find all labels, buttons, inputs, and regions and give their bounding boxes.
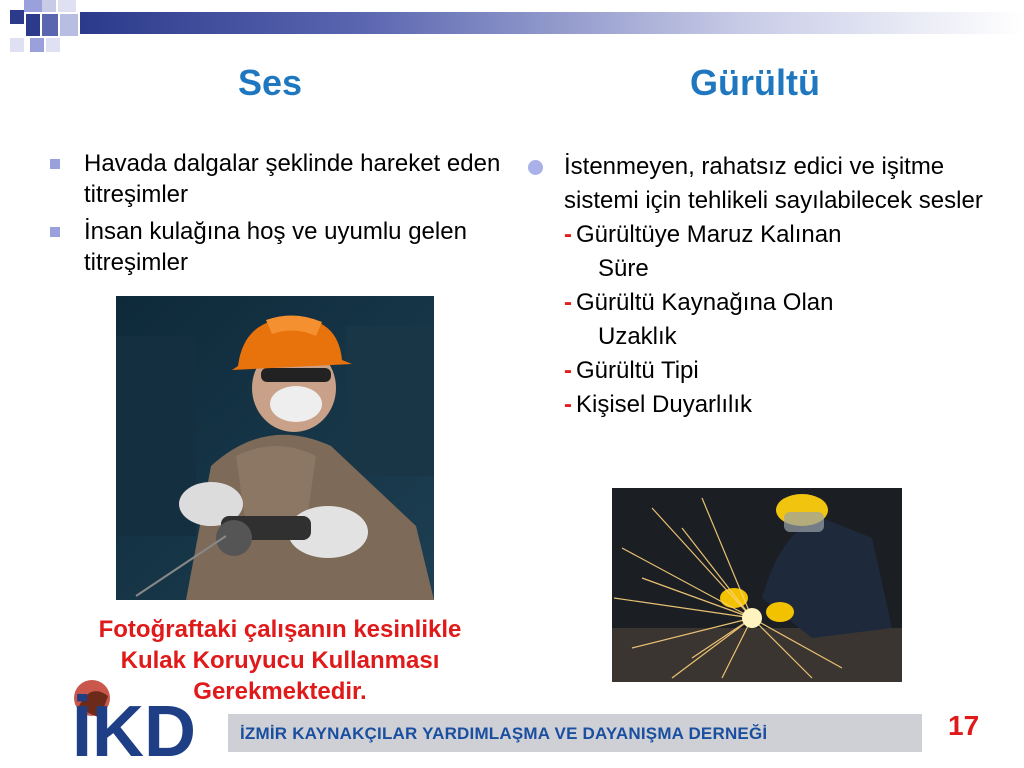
left-bullet-item [50,148,520,210]
square-bullet-icon [50,159,60,169]
warning-line: Kulak Koruyucu Kullanması [120,647,440,674]
sparks-illustration [612,488,902,682]
footer-organization-name: İZMİR KAYNAKÇILAR YARDIMLAŞMA VE DAYANIŞMA DERNEĞİ [240,724,768,743]
warning-line: Fotoğraftaki çalışanın kesinlikle [98,616,462,643]
right-bullet-item [528,150,988,218]
worker-with-grinder-photo [116,296,434,600]
decor-square [10,38,24,52]
decor-square [46,38,60,52]
decor-square [58,0,76,12]
dash-marker: - [564,357,572,384]
decor-square [60,14,78,36]
factor-text: Kişisel Duyarlılık [576,391,753,418]
circle-bullet-icon [528,160,543,175]
page-number: 17 [948,710,980,741]
factor-item [564,286,988,354]
factor-text-continued: Süre [598,255,649,282]
right-bullet-text: İstenmeyen, rahatsız edici ve işitme sistemi için tehlikeli sayılabilecek sesler [564,153,983,214]
right-bullet-list [528,150,988,422]
heading-gurultu: Gürültü [690,62,820,103]
factor-list [528,218,988,422]
left-bullet-item [50,216,520,278]
dash-marker: - [564,289,572,316]
decor-square [10,10,24,24]
logo-text: İKD [72,692,196,762]
decor-square [42,14,58,36]
dash-marker: - [564,221,572,248]
left-bullet-text: İnsan kulağına hoş ve uyumlu gelen titreşimler [84,218,467,276]
decor-square [24,0,42,12]
factor-text-continued: Uzaklık [598,323,677,350]
factor-text: Gürültü Tipi [576,357,699,384]
square-bullet-icon [50,227,60,237]
decor-square [42,0,56,12]
worker-illustration [116,296,434,600]
ikd-logo-icon [60,672,230,762]
left-bullet-list [50,148,520,284]
factor-text: Gürültüye Maruz Kalınan [576,221,842,248]
decor-square [30,38,44,52]
grinding-sparks-photo [612,488,902,682]
factor-item [564,218,988,286]
factor-item [564,354,988,388]
ikd-logo [60,672,230,762]
dash-marker: - [564,391,572,418]
left-bullet-text: Havada dalgalar şeklinde hareket eden titreşimler [84,150,501,208]
warning-line: Gerekmektedir. [193,678,367,705]
decor-square [26,14,40,36]
factor-item [564,388,988,422]
title-bar-gradient [80,12,1024,34]
factor-text: Gürültü Kaynağına Olan [576,289,834,316]
heading-ses: Ses [237,62,303,103]
